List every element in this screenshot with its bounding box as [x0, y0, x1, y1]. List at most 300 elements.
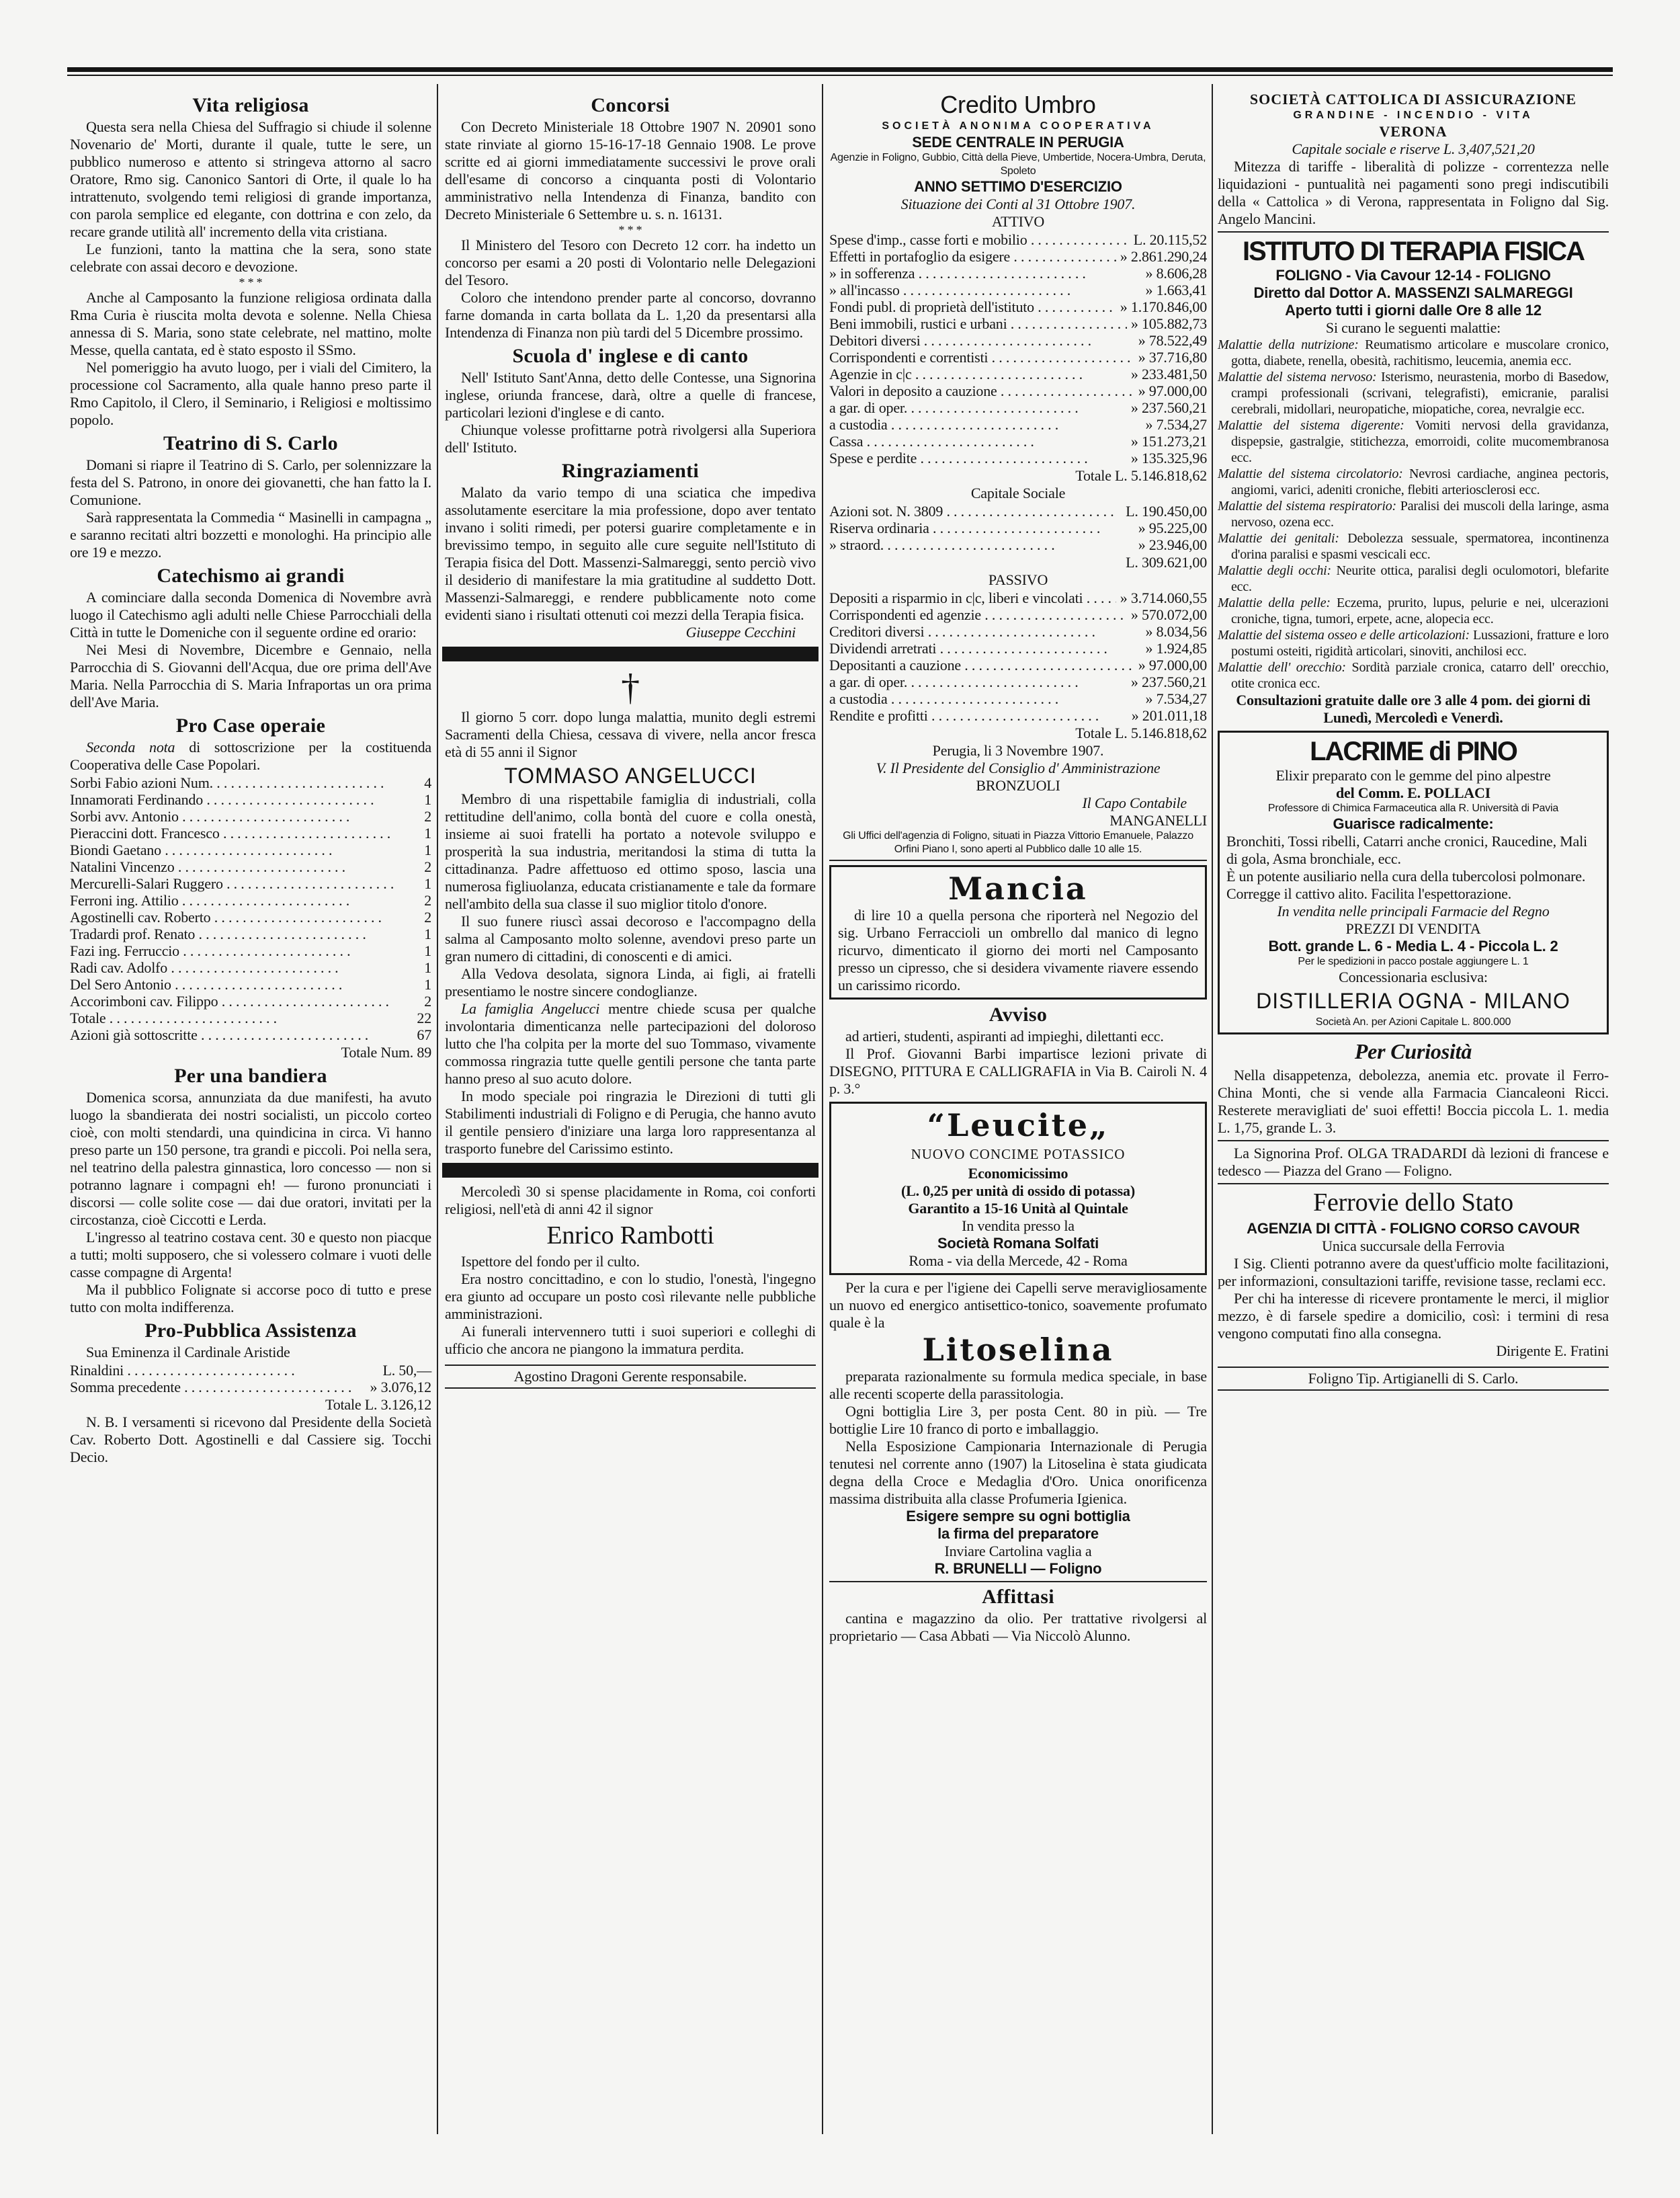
- body-text: Reumatismo articolare e muscolare cronico, gotta, diabete, renella, obesità, rachitismo, leucemia, anemia ecc.: [1231, 337, 1609, 368]
- ledger-table: [829, 589, 1207, 724]
- ad-title: LACRIME di PINO: [1310, 737, 1517, 766]
- row-label: Debitori diversi . . .: [829, 332, 1134, 349]
- table-row: [70, 926, 431, 942]
- lead-text: Malattie degli occhi:: [1218, 563, 1331, 578]
- row-value: » 233.481,50: [1130, 366, 1207, 382]
- paragraph: Con Decreto Ministeriale 18 Ottobre 1907 N. 20901 sono state rinviate al giorno 15-16-17-18 Gennaio 1908. Le prove scritte ed ai giorni immediatamente successivi le prove orali dell'esame di concorso a cinquanta posti di Volontario amministrativo nella Intendenza di Finanza, bandito con Decreto Ministeriale 6 Settembre u. s. n. 16131.: [445, 118, 816, 222]
- table-row: [70, 993, 431, 1010]
- name-heading: Ferrovie dello Stato: [1313, 1188, 1513, 1217]
- text-line: SOCIETÀ CATTOLICA DI ASSICURAZIONE: [1249, 91, 1577, 108]
- text-line: BRONZUOLI: [976, 777, 1060, 794]
- row-value: 1: [424, 959, 431, 976]
- paragraph: Nei Mesi di Novembre, Dicembre e Gennaio, nella Parrocchia di S. Giovanni dell'Acqua, due ore prima dell'Ave Maria. Nella Parrocchia di S. Maria Infraportas un ora prima dell'Ave Maria.: [70, 641, 431, 710]
- table-row: [829, 265, 1207, 282]
- paragraph: In modo speciale poi ringrazia le Direzioni di tutti gli Stabilimenti industriali di Foligno e di Perugia, che hanno avuto il gentile pensiero d'iniziare una larga loro rappresentanza al trasporto funebre del Carissimo estinto.: [445, 1088, 816, 1157]
- column-divider: [437, 84, 438, 2134]
- text-line: PASSIVO: [988, 571, 1048, 588]
- list-item: [1218, 417, 1609, 466]
- row-label: Rinaldini . . .: [70, 1362, 378, 1379]
- section-heading: Teatrino di S. Carlo: [163, 432, 338, 454]
- row-label: » in sofferenza . . .: [829, 265, 1141, 282]
- text-line: Capitale sociale e riserve L. 3,407,521,20: [1292, 140, 1535, 157]
- row-value: 2: [424, 993, 431, 1010]
- divider: [829, 860, 1207, 861]
- text-line: Aperto tutti i giorni dalle Ore 8 alle 12: [1285, 302, 1542, 319]
- masthead-rule-thin: [67, 75, 1613, 76]
- text-line: MANGANELLI: [1109, 812, 1207, 829]
- row-value: » 1.924,85: [1145, 640, 1207, 657]
- text-line: SEDE CENTRALE IN PERUGIA: [912, 134, 1124, 151]
- list-item: [1218, 563, 1609, 595]
- text-line: Diretto dal Dottor A. MASSENZI SALMAREGGI: [1253, 284, 1573, 301]
- section-heading: Pro Case operaie: [175, 715, 326, 737]
- paragraph: [445, 1000, 816, 1088]
- body-text: Debolezza sessuale, spermatorea, incontinenza d'orina paralisi e spasmi vescicali ecc.: [1231, 531, 1609, 562]
- text-line: la firma del preparatore: [937, 1525, 1099, 1542]
- text-line: AGENZIA DI CITTÀ - FOLIGNO CORSO CAVOUR: [1247, 1220, 1580, 1237]
- row-label: Depositi a risparmio in c|c, liberi e vincolati . . .: [829, 589, 1116, 606]
- paragraph: Mitezza di tariffe - liberalità di polizze - correntezza nelle liquidazioni - puntualità nei pagamenti sono pregi indiscutibili della « Cattolica » di Verona, rappresentata in Foligno dal Sig. Angelo Mancini.: [1218, 158, 1609, 227]
- paragraph: Membro di una rispettabile famiglia di industriali, colla rettitudine dell'animo, colla bontà del cuore e colla onestà, insieme ai suoi fratelli ha portato a notevole sviluppo e prosperità la sua industria, meritandosi la stima di tutta la cittadinanza. Padre affettuoso ed ottimo sposo, lascia una numerosa figliuolanza, educata cristianamente e tale da formare nell'ambito della sua classe il suo miglior titolo d'onore.: [445, 790, 816, 912]
- row-value: 2: [424, 808, 431, 825]
- table-row: [70, 1010, 431, 1026]
- text-line: (L. 0,25 per unità di ossido di potassa): [901, 1182, 1135, 1199]
- row-value: 2: [424, 892, 431, 909]
- ad-title: “Leucite„: [927, 1107, 1109, 1143]
- row-value: » 1.663,41: [1145, 282, 1207, 298]
- section-heading: Concorsi: [591, 94, 670, 116]
- row-label: Agostinelli cav. Roberto . . .: [70, 909, 420, 926]
- table-row: [829, 382, 1207, 399]
- column-1: [70, 91, 431, 1466]
- paragraph: Chiunque volesse profittarne potrà rivolgersi alla Superiora dell' Istituto.: [445, 421, 816, 456]
- row-label: Corrispondenti e correntisti . . .: [829, 349, 1134, 366]
- row-label: Biondi Gaetano . . .: [70, 842, 420, 858]
- table-row: [829, 248, 1207, 265]
- advertisement-box: [829, 865, 1207, 1000]
- row-value: 1: [424, 926, 431, 942]
- row-value: » 237.560,21: [1130, 399, 1207, 416]
- list-item: [1218, 627, 1609, 659]
- table-row: [829, 450, 1207, 466]
- text-line: Totale L. 5.146.818,62: [1075, 725, 1207, 741]
- row-label: a gar. di oper. . . .: [829, 674, 1127, 690]
- text-line: NUOVO CONCIME POTASSICO: [911, 1146, 1126, 1162]
- text-line: In vendita nelle principali Farmacie del Regno: [1277, 903, 1550, 920]
- paragraph: Nell' Istituto Sant'Anna, detto delle Contesse, una Signorina inglese, oriunda francese, darà, oltre a quelle di francese, particolari lezioni d'inglese e di canto.: [445, 369, 816, 421]
- body-text: Isterismo, neurastenia, morbo di Basedow, crampi professionali (scrivani, telegrafisti), emicranie, paralisi cerebrali, midollari, neuropatiche, miopatiche, corea, nevralgie ecc.: [1231, 370, 1609, 417]
- text-line: È un potente ausiliario nella cura della tubercolosi polmonare.: [1226, 868, 1586, 885]
- paragraph: Le funzioni, tanto la mattina che la sera, sono state celebrate con assai decoro e devozione.: [70, 241, 431, 275]
- paragraph: Mercoledì 30 si spense placidamente in Roma, coi conforti religiosi, nell'età di anni 42 il signor: [445, 1183, 816, 1217]
- table-row: [70, 791, 431, 808]
- table-row: [829, 707, 1207, 724]
- table-row: [829, 416, 1207, 433]
- text-line: Gli Uffici dell'agenzia di Foligno, situati in Piazza Vittorio Emanuele, Palazzo Orfini Piano I, sono aperti al Pubblico dalle 10 alle 15.: [843, 830, 1193, 855]
- table-row: [70, 1026, 431, 1043]
- table-row: [829, 640, 1207, 657]
- row-value: L. 50,—: [382, 1362, 431, 1379]
- list-item: [1218, 595, 1609, 627]
- column-3: [829, 91, 1207, 1645]
- list-item: [1218, 530, 1609, 563]
- text-line: Corregge il cattivo alito. Facilita l'espettorazione.: [1226, 885, 1512, 902]
- row-label: a gar. di oper. . . .: [829, 399, 1127, 416]
- paragraph: Anche al Camposanto la funzione religiosa ordinata dalla Rma Curia è riuscita molta devota e solenne. Nella Chiesa annessa di S. Maria, sono state celebrate, nel mattino, molte Messe, quella cantata, ed è stato esposto il SSmo.: [70, 289, 431, 358]
- table-row: [829, 349, 1207, 366]
- paragraph: Domenica scorsa, annunziata da due manifesti, ha avuto luogo la sbandierata dei nostri socialisti, un piccolo corteo cioè, con molti stendardi, una quindicina in circa. Vi hanno preso parte un 150 persone, tra grandi e piccoli. Poi nella sera, nel teatrino della palestra ginnastica, loro concesso — non si potranno lagnare i compagni eh! — furono pronunciati i discorsi — colle solite cose — dai due oratori, invitati per la circostanza, cioè Ciccotti e Lerda.: [70, 1089, 431, 1228]
- table-row: [829, 315, 1207, 332]
- row-value: 1: [424, 791, 431, 808]
- paragraph: Per chi ha interesse di ricevere prontamente le merci, il miglior mezzo, è di farsele spedire a domicilio, così: i termini di resa vengono computati fino alla consegna.: [1218, 1290, 1609, 1342]
- row-label: Azioni sot. N. 3809 . . .: [829, 503, 1122, 520]
- row-label: Rendite e profitti . . .: [829, 707, 1128, 724]
- text-line: Inviare Cartolina vaglia a: [944, 1543, 1092, 1559]
- paragraph: N. B. I versamenti si ricevono dal Presidente della Società Cav. Roberto Dott. Agostinelli e dal Cassiere sig. Tocchi Decio.: [70, 1414, 431, 1465]
- body-text: Neurite ottica, paralisi degli oculomotori, blefarite ecc.: [1231, 563, 1609, 594]
- body-text: Nevrosi cardiache, anginea pectoris, angiomi, varici, adeniti croniche, flebiti arteriosclerosi ecc.: [1231, 466, 1609, 497]
- row-label: Del Sero Antonio . . .: [70, 976, 420, 993]
- row-label: Dividendi arretrati . . .: [829, 640, 1141, 657]
- paragraph: Alla Vedova desolata, signora Linda, ai figli, ai fratelli presentiamo le nostre sincere condoglianze.: [445, 965, 816, 1000]
- row-value: 67: [417, 1026, 431, 1043]
- paragraph: Il suo funere riuscì assai decoroso e l'accompagno della salma al Camposanto molto solenne, avendovi preso parte un gran numero di cittadini, di conoscenti e di amici.: [445, 913, 816, 965]
- text-line: Società An. per Azioni Capitale L. 800.000: [1315, 1016, 1511, 1028]
- row-value: » 7.534,27: [1145, 416, 1207, 433]
- table-row: [829, 690, 1207, 707]
- paragraph: Era nostro concittadino, e con lo studio, l'onestà, l'ingegno era giunto ad occupare un posto così rilevante nelle pubbliche amministrazioni.: [445, 1270, 816, 1322]
- table-row: [70, 825, 431, 842]
- cross-icon: †: [621, 667, 640, 708]
- body-text: Sordità parziale cronica, catarro dell' orecchio, otite cronica ecc.: [1231, 660, 1609, 691]
- text-line: Situazione dei Conti al 31 Ottobre 1907.: [900, 196, 1136, 212]
- column-2: [445, 91, 816, 1389]
- paragraph: Ispettore del fondo per il culto.: [461, 1253, 640, 1270]
- ad-title: Mancia: [948, 870, 1088, 907]
- row-value: » 37.716,80: [1138, 349, 1207, 366]
- paragraph: Il giorno 5 corr. dopo lunga malattia, munito degli estremi Sacramenti della Chiesa, cessava di vivere, nella ancor fresca età di 55 anni il Signor: [445, 708, 816, 760]
- table-row: [70, 858, 431, 875]
- row-value: L. 20.115,52: [1133, 231, 1207, 248]
- text-line: GRANDINE - INCENDIO - VITA: [1293, 110, 1534, 121]
- lead-text: Malattie della nutrizione:: [1218, 337, 1359, 352]
- asterism-icon: * * *: [239, 276, 263, 289]
- text-line: Guarisce radicalmente:: [1333, 815, 1494, 832]
- row-label: Valori in deposito a cauzione . . .: [829, 382, 1134, 399]
- paragraph: Il Ministero del Tesoro con Decreto 12 corr. ha indetto un concorso per esami a 20 posti di Volontario nelle Delegazioni del Tesoro.: [445, 237, 816, 288]
- row-value: » 97.000,00: [1138, 382, 1207, 399]
- divider: [1218, 1183, 1609, 1184]
- row-value: » 237.560,21: [1130, 674, 1207, 690]
- text-line: In vendita presso la: [962, 1217, 1075, 1234]
- table-row: [829, 433, 1207, 450]
- column-divider: [1212, 84, 1213, 2134]
- body-text: mentre chiede scusa per qualche involontaria dimenticanza nelle partecipazioni del doloroso lutto che l'ha colpita per la morte del suo Tommaso, vivamente commossa ringrazia tutte quelle gentili persone che tanta parte hanno preso al suo acuto dolore.: [445, 1000, 816, 1087]
- row-label: Corrispondenti ed agenzie . . .: [829, 606, 1127, 623]
- list-item: [1218, 466, 1609, 498]
- list-item: [1218, 337, 1609, 369]
- text-line: Dirigente E. Fratini: [1496, 1342, 1609, 1359]
- ledger-table: [70, 774, 431, 1043]
- lead-text: Malattie del sistema respiratorio:: [1218, 499, 1396, 514]
- table-row: [70, 892, 431, 909]
- row-label: » straord. . . .: [829, 536, 1134, 553]
- row-label: Riserva ordinaria . . .: [829, 520, 1134, 536]
- row-label: Totale . . .: [70, 1010, 413, 1026]
- paragraph: Il Prof. Giovanni Barbi impartisce lezioni private di DISEGNO, PITTURA E CALLIGRAFIA in Via B. Cairoli N. 4 p. 3.°: [829, 1045, 1207, 1097]
- row-value: 2: [424, 909, 431, 926]
- paragraph: A cominciare dalla seconda Domenica di Novembre avrà luogo il Catechismo agli adulti nelle Chiese Parrocchiali della Città in tutte le Domeniche con il seguente ordine ed orario:: [70, 589, 431, 641]
- paragraph: Sua Eminenza il Cardinale Aristide: [86, 1344, 290, 1360]
- table-row: [70, 909, 431, 926]
- text-line: Elixir preparato con le gemme del pino alpestre: [1275, 767, 1551, 784]
- paragraph: Ai funerali intervennero tutti i suoi superiori e colleghi di ufficio che ancora ne piangono la immatura perdita.: [445, 1323, 816, 1357]
- body-text: Vomiti nervosi della gravidanza, dispepsie, gastralgie, stitichezza, emorroidi, colite mucomembranosa ecc.: [1231, 418, 1609, 465]
- text-line: Agenzie in Foligno, Gubbio, Città della Pieve, Umbertide, Nocera-Umbra, Deruta, Spoleto: [830, 152, 1206, 177]
- text-line: Per le spedizioni in pacco postale aggiungere L. 1: [1298, 956, 1529, 967]
- table-row: [829, 674, 1207, 690]
- paragraph: Ma il pubblico Folignate si accorse poco di tutto e prese tutto con molta indifferenza.: [70, 1281, 431, 1315]
- section-heading: Ringraziamenti: [561, 460, 700, 482]
- ad-title: Litoselina: [922, 1332, 1114, 1368]
- row-label: Beni immobili, rustici e urbani . . .: [829, 315, 1127, 332]
- mourning-bar: [442, 1163, 818, 1178]
- section-heading: Scuola d' inglese e di canto: [512, 345, 749, 367]
- row-value: 1: [424, 825, 431, 842]
- text-line: Bott. grande L. 6 - Media L. 4 - Piccola L. 2: [1268, 938, 1558, 954]
- lead-text: Malattie dell' orecchio:: [1218, 660, 1346, 675]
- list-item: [1218, 498, 1609, 530]
- paragraph: preparata razionalmente su formula medica speciale, in base alle recenti scoperte della parassitologia.: [829, 1368, 1207, 1402]
- paragraph: Nel pomeriggio ha avuto luogo, per i viali del Cimitero, la processione col Sacramento, alla quale hanno preso parte il Rmo Capitolo, il Clero, il Seminario, i Religiosi e moltissimo popolo.: [70, 359, 431, 428]
- text-line: Capitale Sociale: [970, 485, 1066, 501]
- row-label: Effetti in portafoglio da esigere . . .: [829, 248, 1116, 265]
- advertisement-box: [1218, 731, 1609, 1034]
- body-text: Lussazioni, fratture e loro postumi osteiti, rigidità articolari, sinoviti, anchilosi ecc.: [1231, 628, 1609, 659]
- row-value: » 3.714.060,55: [1120, 589, 1207, 606]
- text-line: Concessionaria esclusiva:: [1339, 969, 1488, 985]
- text-line: Perugia, li 3 Novembre 1907.: [932, 742, 1104, 759]
- lead-text: La famiglia Angelucci: [461, 1000, 600, 1017]
- text-line: Esigere sempre su ogni bottiglia: [906, 1508, 1130, 1524]
- row-value: » 78.522,49: [1138, 332, 1207, 349]
- mourning-bar: [442, 647, 818, 661]
- text-line: Totale Num. 89: [341, 1044, 431, 1061]
- text-line: Consultazioni gratuite dalle ore 3 alle 4 pom. dei giorni di Lunedì, Mercoledì e Venerdì.: [1236, 692, 1591, 726]
- row-label: Somma precedente . . .: [70, 1379, 366, 1395]
- lead-text: Malattie del sistema nervoso:: [1218, 370, 1377, 384]
- row-label: » all'incasso . . .: [829, 282, 1141, 298]
- name-heading: Enrico Rambotti: [546, 1221, 714, 1250]
- ledger-table: [70, 1362, 431, 1395]
- text-line: V. Il Presidente del Consiglio d' Amministrazione: [876, 760, 1161, 776]
- row-value: » 135.325,96: [1130, 450, 1207, 466]
- row-value: 1: [424, 976, 431, 993]
- section-heading: Pro-Pubblica Assistenza: [144, 1319, 357, 1342]
- table-row: [829, 536, 1207, 553]
- row-value: » 2.861.290,24: [1120, 248, 1207, 265]
- row-value: » 7.534,27: [1145, 690, 1207, 707]
- table-row: [829, 503, 1207, 520]
- column-4: [1218, 91, 1609, 1391]
- column-divider: [822, 84, 823, 2134]
- paragraph: Sarà rappresentata la Commedia “ Masinelli in campagna „ e saranno recitati altri bozzetti e monologhi. Ha principio alle ore 19 e mezzo.: [70, 509, 431, 561]
- table-row: [70, 1379, 431, 1395]
- paragraph: Questa sera nella Chiesa del Suffragio si chiude il solenne Novenario de' Morti, durante il quale, tutte le sere, un pubblico numeroso e attento si stringeva attorno al sacro Oratore, Rmo sig. Canonico Santori di Orte, il quale lo ha intrattenuto, svolgendo temi religiosi di grande importanza, con parola semplice ed elegante, con dottrina e con zelo, da recare grande utilità all' incremento della vita cristiana.: [70, 118, 431, 240]
- section-heading: Avviso: [989, 1004, 1048, 1026]
- text-line: Professore di Chimica Farmaceutica alla R. Università di Pavia: [1267, 803, 1559, 814]
- row-value: 22: [417, 1010, 431, 1026]
- table-row: [70, 942, 431, 959]
- table-row: [829, 606, 1207, 623]
- text-line: Totale L. 5.146.818,62: [1075, 467, 1207, 484]
- row-label: Natalini Vincenzo . . .: [70, 858, 420, 875]
- row-label: Spese d'imp., casse forti e mobilio . . .: [829, 231, 1130, 248]
- text-line: ATTIVO: [991, 213, 1045, 230]
- text-line: Bronchiti, Tossi ribelli, Catarri anche cronici, Raucedine, Mali di gola, Asma bronchiale, ecc.: [1226, 833, 1587, 867]
- name-heading: DISTILLERIA OGNA - MILANO: [1256, 989, 1570, 1013]
- row-label: a custodia . . .: [829, 416, 1141, 433]
- divider: [1218, 231, 1609, 233]
- paragraph: cantina e magazzino da olio. Per trattative rivolgersi al proprietario — Casa Abbati — Via Niccolò Alunno.: [829, 1610, 1207, 1644]
- paragraph: [70, 739, 431, 774]
- row-label: Sorbi Fabio azioni Num. . . .: [70, 774, 420, 791]
- paragraph: Per la cura e per l'igiene dei Capelli serve meravigliosamente un nuovo ed energico antisettico-tonico, soavemente profumato quale è la: [829, 1279, 1207, 1331]
- row-label: Cassa . . .: [829, 433, 1127, 450]
- paragraph: Nella Esposizione Campionaria Internazionale di Perugia tenutesi nel corrente anno (1907) la Litoselina è stata giudicata degna della Croce e Medaglia d'Oro. Unica onorificenza massima distribuita alla classe Profumeria Igienica.: [829, 1438, 1207, 1507]
- row-label: Tradardi prof. Renato . . .: [70, 926, 420, 942]
- text-line: VERONA: [1379, 123, 1447, 140]
- table-row: [829, 282, 1207, 298]
- masthead-rule: [67, 67, 1613, 72]
- text-line: ANNO SETTIMO D'ESERCIZIO: [914, 178, 1122, 195]
- paragraph: Malato da vario tempo di una sciatica che impediva assolutamente esercitare la mia professione, dopo aver tentato invano i soliti rimedi, per potersi guarire completamente e in brevissimo tempo, in seguito alle cure seguite nell'Istituto di Terapia fisica del Dott. Massenzi-Salmareggi, sento perciò vivo il desiderio di manifestare la mia gratitudine al suddetto Dott. Massenzi-Salmareggi, e rendere pubblicamente noto come evidenti siano i risultati ottenuti coi mezzi della Terapia fisica.: [445, 484, 816, 623]
- row-label: Pieraccini dott. Francesco . . .: [70, 825, 420, 842]
- paragraph: La Signorina Prof. OLGA TRADARDI dà lezioni di francese e tedesco — Piazza del Grano — Foligno.: [1218, 1145, 1609, 1179]
- text-line: FOLIGNO - Via Cavour 12-14 - FOLIGNO: [1275, 267, 1551, 284]
- table-row: [829, 623, 1207, 640]
- lead-text: Malattie del sistema digerente:: [1218, 418, 1404, 433]
- table-row: [829, 589, 1207, 606]
- text-line: Si curano le seguenti malattie:: [1325, 319, 1501, 336]
- section-heading: Catechismo ai grandi: [157, 565, 345, 587]
- body-text: Paralisi dei muscoli della laringe, asma nervoso, ozena ecc.: [1231, 499, 1609, 530]
- text-line: Garantito a 15-16 Unità al Quintale: [908, 1200, 1128, 1217]
- table-row: [829, 657, 1207, 674]
- text-line: Società Romana Solfati: [937, 1235, 1099, 1252]
- body-text: Eczema, prurito, lupus, pelurie e nei, ulcerazioni croniche, tigna, tumori, erpete, acne, alopecia ecc.: [1231, 596, 1609, 626]
- lead-text: Malattie del sistema osseo e delle articolazioni:: [1218, 628, 1470, 643]
- row-label: Radi cav. Adolfo . . .: [70, 959, 420, 976]
- row-label: Sorbi avv. Antonio . . .: [70, 808, 420, 825]
- row-label: Fondi publ. di proprietà dell'istituto . . .: [829, 298, 1116, 315]
- paragraph: L'ingresso al teatrino costava cent. 30 e questo non piacque a tutti; molti supposero, che si volessero colmare i vuoti delle casse compagne di Argenta!: [70, 1229, 431, 1280]
- table-row: [70, 774, 431, 791]
- table-row: [829, 332, 1207, 349]
- text-line: PREZZI DI VENDITA: [1345, 920, 1481, 937]
- text-line: Roma - via della Mercede, 42 - Roma: [909, 1252, 1128, 1269]
- row-value: 1: [424, 875, 431, 892]
- lead-text: Malattie della pelle:: [1218, 596, 1331, 610]
- ad-title: Credito Umbro: [940, 91, 1096, 118]
- row-value: » 8.606,28: [1145, 265, 1207, 282]
- text-line: L. 309.621,00: [1126, 554, 1207, 571]
- row-value: 1: [424, 942, 431, 959]
- paragraph: I Sig. Clienti potranno avere da quest'ufficio molte facilitazioni, per informazioni, consultazioni tariffe, revisione tasse, reclami ecc.: [1218, 1255, 1609, 1289]
- row-label: a custodia . . .: [829, 690, 1141, 707]
- table-row: [70, 1362, 431, 1379]
- text-line: SOCIETÀ ANONIMA COOPERATIVA: [882, 120, 1154, 132]
- text-line: Totale L. 3.126,12: [325, 1396, 431, 1413]
- row-value: » 97.000,00: [1138, 657, 1207, 674]
- row-label: Mercurelli-Salari Ruggero . . .: [70, 875, 420, 892]
- text-line: del Comm. E. POLLACI: [1335, 784, 1491, 801]
- row-label: Fazi ing. Ferruccio . . .: [70, 942, 420, 959]
- asterism-icon: * * *: [618, 223, 642, 237]
- text-line: Il Capo Contabile: [1082, 795, 1187, 811]
- text-line: R. BRUNELLI — Foligno: [934, 1560, 1102, 1577]
- table-row: [70, 875, 431, 892]
- ledger-table: [829, 231, 1207, 466]
- row-label: Agenzie in c|c . . .: [829, 366, 1127, 382]
- row-value: » 1.170.846,00: [1120, 298, 1207, 315]
- section-heading: Affittasi: [982, 1586, 1054, 1608]
- paragraph: di lire 10 a quella persona che riporterà nel Negozio del sig. Urbano Ferraccioli un ombrello dal manico di legno ricurvo, dimenticato il giorno dei morti nel Camposanto presso un cipresso, che si desidera vivamente riavere essendo un carissimo ricordo.: [838, 907, 1198, 993]
- text-line: Per Curiosità: [1354, 1039, 1472, 1063]
- row-label: Azioni già sottoscritte . . .: [70, 1026, 413, 1043]
- table-row: [829, 366, 1207, 382]
- table-row: [70, 842, 431, 858]
- paragraph: Coloro che intendono prender parte al concorso, dovranno farne domanda in carta bollata da L. 1,20 da presentarsi alla Intendenza di Finanza non più tardi del 5 Dicembre prossimo.: [445, 289, 816, 341]
- advertisement-box: [829, 1102, 1207, 1275]
- footer-line: Agostino Dragoni Gerente responsabile.: [445, 1365, 816, 1389]
- paragraph: Domani si riapre il Teatrino di S. Carlo, per solennizzare la festa del S. Patrono, in onore dei giovanetti, che han fatto la I. Comunione.: [70, 456, 431, 508]
- footer-line: Foligno Tip. Artigianelli di S. Carlo.: [1218, 1367, 1609, 1391]
- name-heading: TOMMASO ANGELUCCI: [504, 764, 757, 788]
- table-row: [829, 231, 1207, 248]
- row-value: 2: [424, 858, 431, 875]
- divider: [829, 1581, 1207, 1582]
- table-row: [829, 298, 1207, 315]
- row-label: Ferroni ing. Attilio . . .: [70, 892, 420, 909]
- row-label: Depositanti a cauzione . . .: [829, 657, 1134, 674]
- row-label: Spese e perdite . . .: [829, 450, 1127, 466]
- row-value: » 95.225,00: [1138, 520, 1207, 536]
- table-row: [829, 399, 1207, 416]
- row-value: » 8.034,56: [1145, 623, 1207, 640]
- row-value: » 105.882,73: [1130, 315, 1207, 332]
- lead-text: Malattie dei genitali:: [1218, 531, 1339, 546]
- table-row: [70, 976, 431, 993]
- text-line: Giuseppe Cecchini: [685, 624, 796, 641]
- list-item: [1218, 369, 1609, 417]
- row-label: Accorimboni cav. Filippo . . .: [70, 993, 420, 1010]
- row-label: Creditori diversi . . .: [829, 623, 1141, 640]
- row-value: » 151.273,21: [1130, 433, 1207, 450]
- text-line: Economicissimo: [968, 1165, 1068, 1182]
- table-row: [70, 959, 431, 976]
- text-line: Unica succursale della Ferrovia: [1322, 1237, 1505, 1254]
- body-text: di sottoscrizione per la costituenda Cooperativa delle Case Popolari.: [70, 739, 431, 773]
- table-row: [70, 808, 431, 825]
- row-value: » 3.076,12: [370, 1379, 431, 1395]
- ledger-table: [829, 503, 1207, 553]
- row-value: » 570.072,00: [1130, 606, 1207, 623]
- paragraph: Nella disappetenza, debolezza, anemia etc. provate il Ferro-China Monti, che si vende alla Farmacia Ciancaleoni Ricci. Resterete meravigliati de' suoi effetti! Boccia piccola L. 1. media L. 1,75, grande L. 3.: [1218, 1067, 1609, 1136]
- paragraph: Ogni bottiglia Lire 3, per posta Cent. 80 in più. — Tre bottiglie Lire 10 franco di porto e imballaggio.: [829, 1403, 1207, 1437]
- lead-text: Seconda nota: [86, 739, 175, 756]
- row-value: 4: [424, 774, 431, 791]
